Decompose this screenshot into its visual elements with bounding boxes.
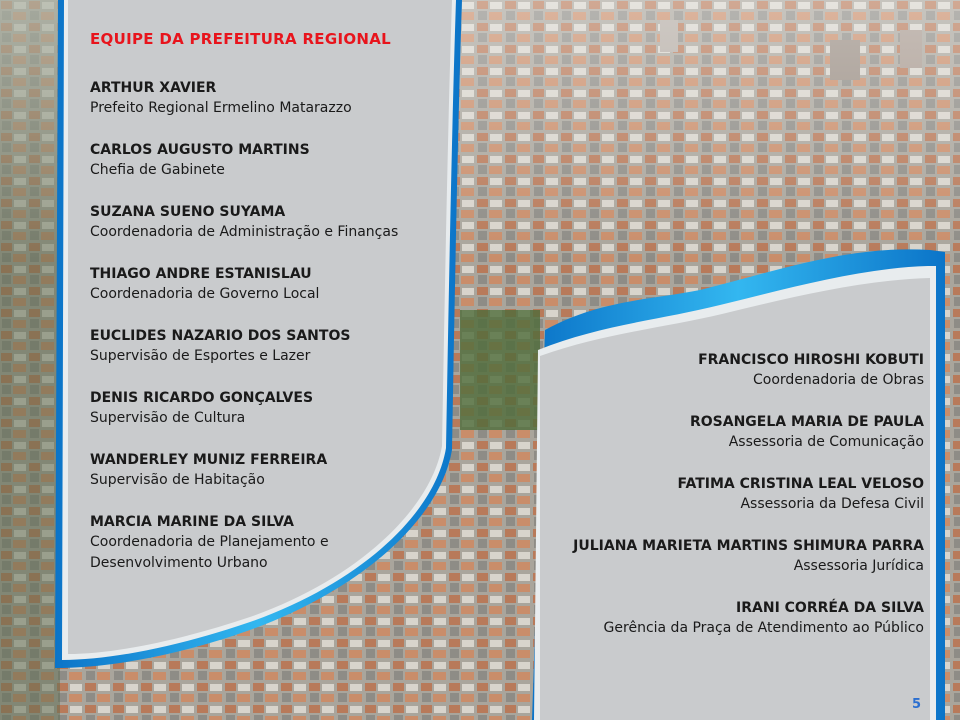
member-name: IRANI CORRÉA DA SILVA <box>736 600 924 616</box>
member-role: Assessoria de Comunicação <box>728 434 924 450</box>
member-name: SUZANA SUENO SUYAMA <box>90 204 286 220</box>
list-item <box>90 512 430 574</box>
left-team-list <box>90 30 430 595</box>
member-role: Coordenadoria de Governo Local <box>90 286 320 302</box>
member-name: ROSANGELA MARIA DE PAULA <box>689 414 924 430</box>
member-role: Assessoria Jurídica <box>793 558 924 574</box>
list-item <box>90 140 430 181</box>
member-name: THIAGO ANDRE ESTANISLAU <box>90 266 312 282</box>
list-item <box>524 474 924 515</box>
member-role: Coordenadoria de Planejamento e <box>90 534 329 550</box>
list-item <box>524 350 924 391</box>
member-role: Supervisão de Habitação <box>90 472 265 488</box>
list-item <box>90 78 430 119</box>
list-item <box>524 598 924 639</box>
member-name: WANDERLEY MUNIZ FERREIRA <box>90 452 328 468</box>
list-item <box>90 450 430 491</box>
member-name: EUCLIDES NAZARIO DOS SANTOS <box>90 328 351 344</box>
member-role-continued: Desenvolvimento Urbano <box>90 555 268 571</box>
list-item <box>90 388 430 429</box>
member-role: Gerência da Praça de Atendimento ao Público <box>603 620 924 636</box>
member-role: Chefia de Gabinete <box>90 162 225 178</box>
member-name: MARCIA MARINE DA SILVA <box>90 514 294 530</box>
list-item <box>90 264 430 305</box>
member-name: DENIS RICARDO GONÇALVES <box>90 390 314 406</box>
page-title: EQUIPE DA PREFEITURA REGIONAL <box>90 30 392 48</box>
list-item <box>90 326 430 367</box>
member-role: Supervisão de Esportes e Lazer <box>90 348 311 364</box>
member-role: Coordenadoria de Administração e Finanças <box>90 224 399 240</box>
member-role: Assessoria da Defesa Civil <box>740 496 924 512</box>
right-team-list <box>524 350 924 660</box>
member-name: JULIANA MARIETA MARTINS SHIMURA PARRA <box>573 538 924 554</box>
member-name: CARLOS AUGUSTO MARTINS <box>90 142 310 158</box>
member-name: FATIMA CRISTINA LEAL VELOSO <box>677 476 924 492</box>
list-item <box>524 412 924 453</box>
member-role: Coordenadoria de Obras <box>753 372 924 388</box>
list-item <box>90 202 430 243</box>
member-name: FRANCISCO HIROSHI KOBUTI <box>698 352 924 368</box>
member-role: Prefeito Regional Ermelino Matarazzo <box>90 100 352 116</box>
member-name: ARTHUR XAVIER <box>90 80 217 96</box>
page-number: 5 <box>912 697 922 712</box>
member-role: Supervisão de Cultura <box>90 410 246 426</box>
list-item <box>524 536 924 577</box>
